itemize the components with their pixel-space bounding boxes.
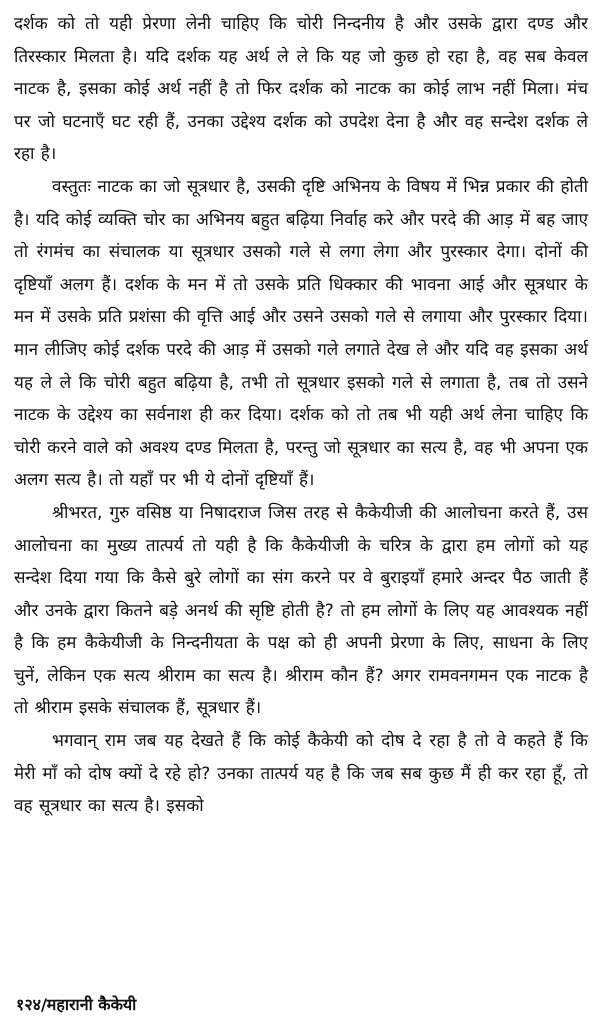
paragraph-3: श्रीभरत, गुरु वसिष्ठ या निषादराज जिस तरह से कैकेयीजी की आलोचना करते हैं, उस आलोचना का मुख्य तात्पर्य तो यही है कि कैकेयीजी के चरित्र के द्वारा हम लोगों को यह सन्देश दिया गया कि कैसे बुरे लोगों का संग करने पर वे बुराइयाँ हमारे अन्दर पैठ जाती हैं और उनके द्वारा कितने बड़े अनर्थ की सृष्टि होती है? तो हम लोगों के लिए यह आवश्यक नहीं है कि हम कैकेयीजी के निन्दनीयता के पक्ष को ही अपनी प्रेरणा के लिए, साधना के लिए चुनें, लेकिन एक सत्य श्रीराम का सत्य है। श्रीराम कौन हैं? अगर रामवनगमन एक नाटक है तो श्रीराम इसके संचालक हैं, सूत्रधार हैं।: [14, 502, 588, 719]
paragraph-1: दर्शक को तो यही प्रेरणा लेनी चाहिए कि चोरी निन्दनीय है और उसके द्वारा दण्ड और तिरस्कार मिलता है। यदि दर्शक यह अर्थ ले ले कि यह जो कुछ हो रहा है, वह सब केवल नाटक है, इसका कोई अर्थ नहीं है तो फिर दर्शक को नाटक का कोई लाभ नहीं मिला। मंच पर जो घटनाएँ घट रही हैं, उनका उद्देश्य दर्शक को उपदेश देना है और वह सन्देश दर्शक ले रहा है।: [14, 14, 588, 165]
paragraph-4: भगवान् राम जब यह देखते हैं कि कोई कैकेयी को दोष दे रहा है तो वे कहते हैं कि मेरी माँ को दोष क्यों दे रहे हो? उनका तात्पर्य यह है कि जब सब कुछ मैं ही कर रहा हूँ, तो वह सूत्रधार का सत्य है। इसको: [14, 731, 588, 817]
paragraph-2: वस्तुतः नाटक का जो सूत्रधार है, उसकी दृष्टि अभिनय के विषय में भिन्न प्रकार की होती है। यदि कोई व्यक्ति चोर का अभिनय बहुत बढ़िया निर्वाह करे और परदे की आड़ में बह जाए तो रंगमंच का संचालक या सूत्रधार उसको गले से लगा लेगा और पुरस्कार देगा। दोनों की दृष्टियाँ अलग हैं। दर्शक के मन में तो उसके प्रति धिक्कार की भावना आई और सूत्रधार के मन में उसके प्रति प्रशंसा की वृत्ति आई और उसने उसको गले से लगाया और पुरस्कार दिया। मान लीजिए कोई दर्शक परदे की आड़ में उसको गले लगाते देख ले और यदि वह इसका अर्थ यह ले ले कि चोरी बहुत बढ़िया है, तभी तो सूत्रधार इसको गले से लगाता है, तब तो उसने नाटक के उद्देश्य का सर्वनाश ही कर दिया। दर्शक को तो तब भी यही अर्थ लेना चाहिए कि चोरी करने वाले को अवश्य दण्ड मिलता है, परन्तु जो सूत्रधार का सत्य है, वह भी अपना एक अलग सत्य है। तो यहाँ पर भी ये दोनों दृष्टियाँ हैं।: [14, 176, 588, 491]
page-footer: १२४/महारानी कैकेयी: [16, 995, 137, 1014]
